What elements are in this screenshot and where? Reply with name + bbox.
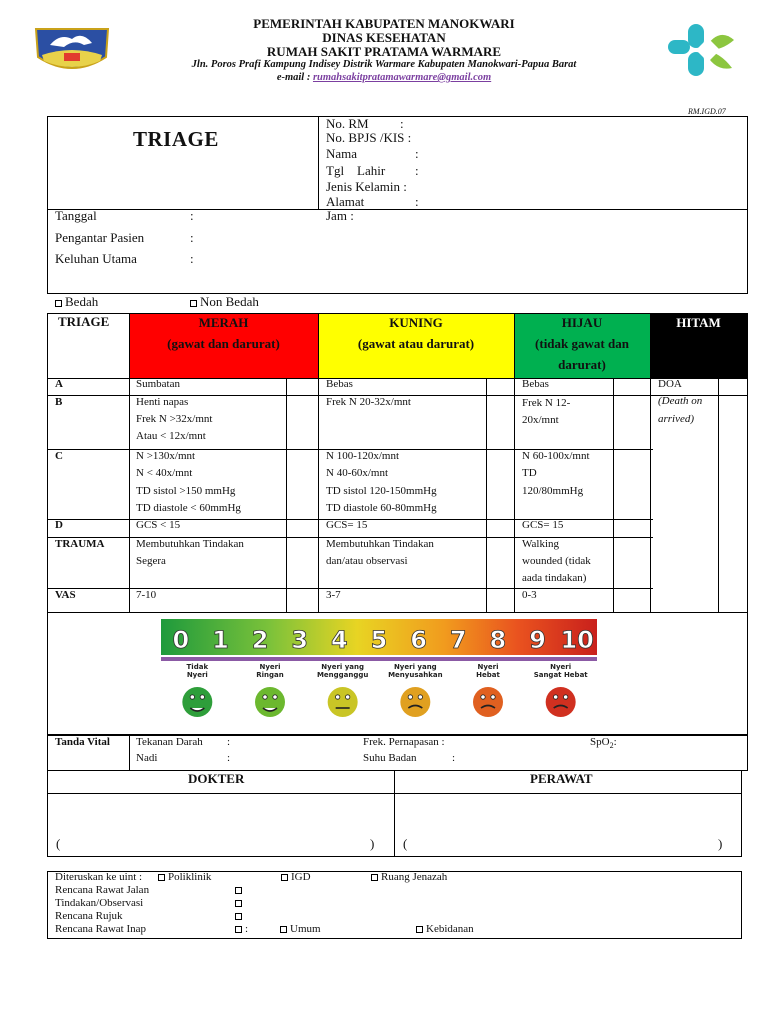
row-label-c: C (55, 450, 63, 462)
label-keluhan: Keluhan Utama (55, 251, 137, 266)
row-label-b: B (55, 396, 63, 408)
colon: : (400, 116, 404, 131)
email-link[interactable]: rumahsakitpratamawarmare@gmail.com (312, 72, 492, 83)
checkbox-icon (235, 926, 242, 933)
b-merah-3: Atau < 12x/mnt (136, 430, 206, 442)
pain-face-eye (200, 695, 204, 699)
colon: : (227, 752, 231, 764)
hitam-title: HITAM (676, 315, 721, 330)
checkbox-icon (55, 300, 62, 307)
b-merah-1: Henti napas (136, 396, 189, 408)
pain-label: Nyeri (186, 671, 208, 679)
label-pengantar: Pengantar Pasien (55, 230, 145, 245)
triage-title: TRIAGE (133, 127, 219, 151)
b-hijau-1: Frek N 12- (522, 397, 571, 409)
c-kuning-3: TD sistol 120-150mmHg (326, 485, 437, 497)
label-rawat-inap: Rencana Rawat Inap (55, 923, 147, 935)
c-merah-3: TD sistol >150 mmHg (136, 485, 236, 497)
trauma-hijau-1: Walking (522, 538, 559, 550)
pain-face-eye (273, 695, 277, 699)
pain-face-icon (328, 687, 358, 717)
label-spo2: SpO$_2$: (590, 736, 617, 751)
perawat-sign-close: ) (718, 836, 723, 851)
label-frek-pernapasan: Frek. Pernapasan : (363, 736, 445, 748)
c-hijau-3: 120/80mmHg (522, 485, 584, 497)
vas-merah: 7-10 (136, 589, 157, 601)
checkbox-icon (235, 913, 242, 920)
table-label-triage: TRIAGE (58, 314, 110, 329)
pain-label: Nyeri (477, 663, 499, 671)
checkbox-icon (371, 874, 378, 881)
label-dokter: DOKTER (188, 771, 245, 786)
dokter-sign-close: ) (370, 836, 375, 851)
d-kuning: GCS= 15 (326, 519, 368, 531)
trauma-kuning-2: dan/atau observasi (326, 555, 408, 567)
pain-number-8: 8 (489, 626, 507, 654)
pain-number-0: 0 (172, 626, 190, 654)
header-line3: RUMAH SAKIT PRATAMA WARMARE (266, 44, 502, 59)
pain-label: Nyeri (550, 663, 572, 671)
label-rujuk: Rencana Rujuk (55, 910, 123, 922)
checkbox-rawat-jalan[interactable] (235, 884, 245, 896)
merah-title: MERAH (198, 315, 249, 330)
pain-scale-graphic (161, 619, 597, 719)
hijau-subtitle-1: (tidak gawat dan (535, 336, 629, 351)
field-no-bpjs: No. BPJS /KIS : (326, 130, 412, 145)
checkbox-icon (416, 926, 423, 933)
c-hijau-2: TD (522, 467, 537, 479)
checkbox-igd[interactable]: IGD (281, 871, 311, 883)
c-kuning-2: N 40-60x/mnt (326, 467, 389, 479)
pain-face-eye (491, 695, 495, 699)
checkbox-rawat-inap[interactable]: : (235, 923, 248, 935)
checkbox-poliklinik[interactable]: Poliklinik (158, 871, 211, 883)
field-jenis-kelamin: Jenis Kelamin : (326, 179, 407, 194)
pain-face-eye (408, 695, 412, 699)
email-label: e-mail : (276, 72, 311, 83)
label-jam: Jam : (326, 208, 354, 223)
trauma-hijau-2: wounded (tidak (522, 555, 591, 567)
pain-face-eye (418, 695, 422, 699)
c-hijau-1: N 60-100x/mnt (522, 450, 590, 462)
checkbox-bedah[interactable]: Bedah (55, 294, 98, 310)
colon: : (190, 251, 194, 266)
colon: : (415, 146, 419, 161)
pain-face-eye (553, 695, 557, 699)
vas-kuning: 3-7 (326, 589, 341, 601)
checkbox-icon (235, 887, 242, 894)
label-suhu-badan: Suhu Badan (363, 752, 417, 764)
kuning-subtitle: (gawat atau darurat) (357, 336, 475, 351)
row-label-d: D (55, 519, 63, 531)
colon: : (190, 208, 194, 223)
colon: : (227, 736, 231, 748)
label-rawat-jalan: Rencana Rawat Jalan (55, 884, 150, 896)
hijau-title: HIJAU (561, 315, 603, 330)
pain-label: Nyeri (259, 663, 281, 671)
pain-face-icon (473, 687, 503, 717)
row-label-a: A (55, 378, 63, 390)
b-merah-2: Frek N >32x/mnt (136, 413, 213, 425)
pain-number-4: 4 (331, 626, 348, 654)
pain-number-7: 7 (449, 626, 467, 654)
header-line2: DINAS KESEHATAN (322, 30, 446, 45)
pain-face-icon (400, 687, 430, 717)
field-no-rm: No. RM (326, 116, 369, 131)
row-label-vas: VAS (55, 589, 76, 601)
pain-label: Menyusahkan (388, 671, 443, 679)
pain-scale-image (161, 619, 597, 719)
pain-label: Hebat (476, 671, 500, 679)
pain-face-icon (182, 687, 212, 717)
c-merah-4: TD diastole < 60mmHg (136, 502, 241, 514)
perawat-sign-open: ( (403, 836, 408, 851)
checkbox-icon (190, 300, 197, 307)
hospital-logo (666, 22, 736, 80)
d-hijau: GCS= 15 (522, 519, 564, 531)
colon: : (452, 752, 456, 764)
label-perawat: PERAWAT (530, 771, 593, 786)
kuning-title: KUNING (389, 315, 443, 330)
checkbox-non-bedah[interactable]: Non Bedah (190, 294, 259, 310)
pain-face-eye (481, 695, 485, 699)
label-nadi: Nadi (136, 752, 158, 764)
checkbox-ruang-jenazah[interactable]: Ruang Jenazah (371, 871, 447, 883)
row-label-trauma: TRAUMA (55, 538, 105, 550)
pain-number-6: 6 (410, 626, 427, 654)
a-hitam: DOA (658, 378, 682, 390)
vas-hijau: 0-3 (522, 589, 537, 601)
dokter-sign-open: ( (56, 836, 61, 851)
trauma-merah-1: Membutuhkan Tindakan (136, 538, 244, 550)
pain-number-10: 10 (560, 626, 594, 654)
colon: : (190, 230, 194, 245)
label-tanggal: Tanggal (55, 208, 97, 223)
b-hijau-2: 20x/mnt (522, 414, 559, 426)
trauma-hijau-3: aada tindakan) (522, 572, 587, 584)
c-merah-1: N >130x/mnt (136, 450, 196, 462)
field-alamat: Alamat (326, 194, 365, 209)
colon: : (415, 194, 419, 209)
pain-face-eye (190, 695, 194, 699)
d-merah: GCS < 15 (136, 519, 181, 531)
checkbox-tindakan[interactable] (235, 897, 245, 909)
hijau-subtitle-2: darurat) (558, 357, 606, 372)
checkbox-icon (158, 874, 165, 881)
merah-subtitle: (gawat dan darurat) (167, 336, 280, 351)
a-kuning: Bebas (326, 378, 353, 390)
colon: : (415, 163, 419, 178)
pain-label: Tidak (186, 663, 209, 671)
c-kuning-4: TD diastole 60-80mmHg (326, 502, 437, 514)
b-kuning: Frek N 20-32x/mnt (326, 396, 411, 408)
label-diteruskan: Diteruskan ke uint : (55, 871, 143, 883)
pain-face-eye (335, 695, 339, 699)
label-tekanan-darah: Tekanan Darah (136, 736, 203, 748)
pain-face-eye (563, 695, 567, 699)
b-hitam-2: arrived) (658, 413, 695, 425)
header-address: Jln. Poros Prafi Kampung Indisey Distrik Warmare Kabupaten Manokwari-Papua Barat (191, 59, 577, 70)
pain-number-5: 5 (370, 626, 388, 654)
form-code: RM.IGD.07 (688, 107, 726, 116)
field-nama: Nama (326, 146, 358, 161)
pain-label: Ringan (256, 671, 284, 679)
pain-face-eye (345, 695, 349, 699)
checkbox-umum[interactable]: Umum (280, 923, 321, 935)
pain-face-icon (546, 687, 576, 717)
pain-label: Mengganggu (316, 671, 369, 679)
trauma-kuning-1: Membutuhkan Tindakan (326, 538, 434, 550)
pain-number-2: 2 (251, 626, 269, 654)
pain-label: Nyeri yang (393, 663, 437, 671)
c-merah-2: N < 40x/mnt (136, 467, 193, 479)
header-line1: PEMERINTAH KABUPATEN MANOKWARI (253, 16, 515, 31)
pain-number-9: 9 (529, 626, 546, 654)
b-hitam-1: (Death on (658, 395, 703, 407)
pain-number-3: 3 (291, 626, 309, 654)
c-kuning-1: N 100-120x/mnt (326, 450, 400, 462)
pain-face-icon (255, 687, 285, 717)
field-tgl-lahir: Tgl Lahir (326, 163, 386, 178)
checkbox-rujuk[interactable] (235, 910, 245, 922)
checkbox-icon (281, 874, 288, 881)
a-merah: Sumbatan (136, 378, 180, 390)
vitals-label: Tanda Vital (55, 736, 110, 748)
a-hijau: Bebas (522, 378, 549, 390)
header-email-line (0, 72, 768, 83)
pain-label: Nyeri yang (321, 663, 365, 671)
checkbox-icon (280, 926, 287, 933)
trauma-merah-2: Segera (136, 555, 166, 567)
label-tindakan: Tindakan/Observasi (55, 897, 144, 909)
checkbox-icon (235, 900, 242, 907)
pain-label: Sangat Hebat (533, 671, 588, 679)
pain-face-eye (263, 695, 267, 699)
checkbox-kebidanan[interactable]: Kebidanan (416, 923, 474, 935)
pain-number-1: 1 (212, 626, 229, 654)
